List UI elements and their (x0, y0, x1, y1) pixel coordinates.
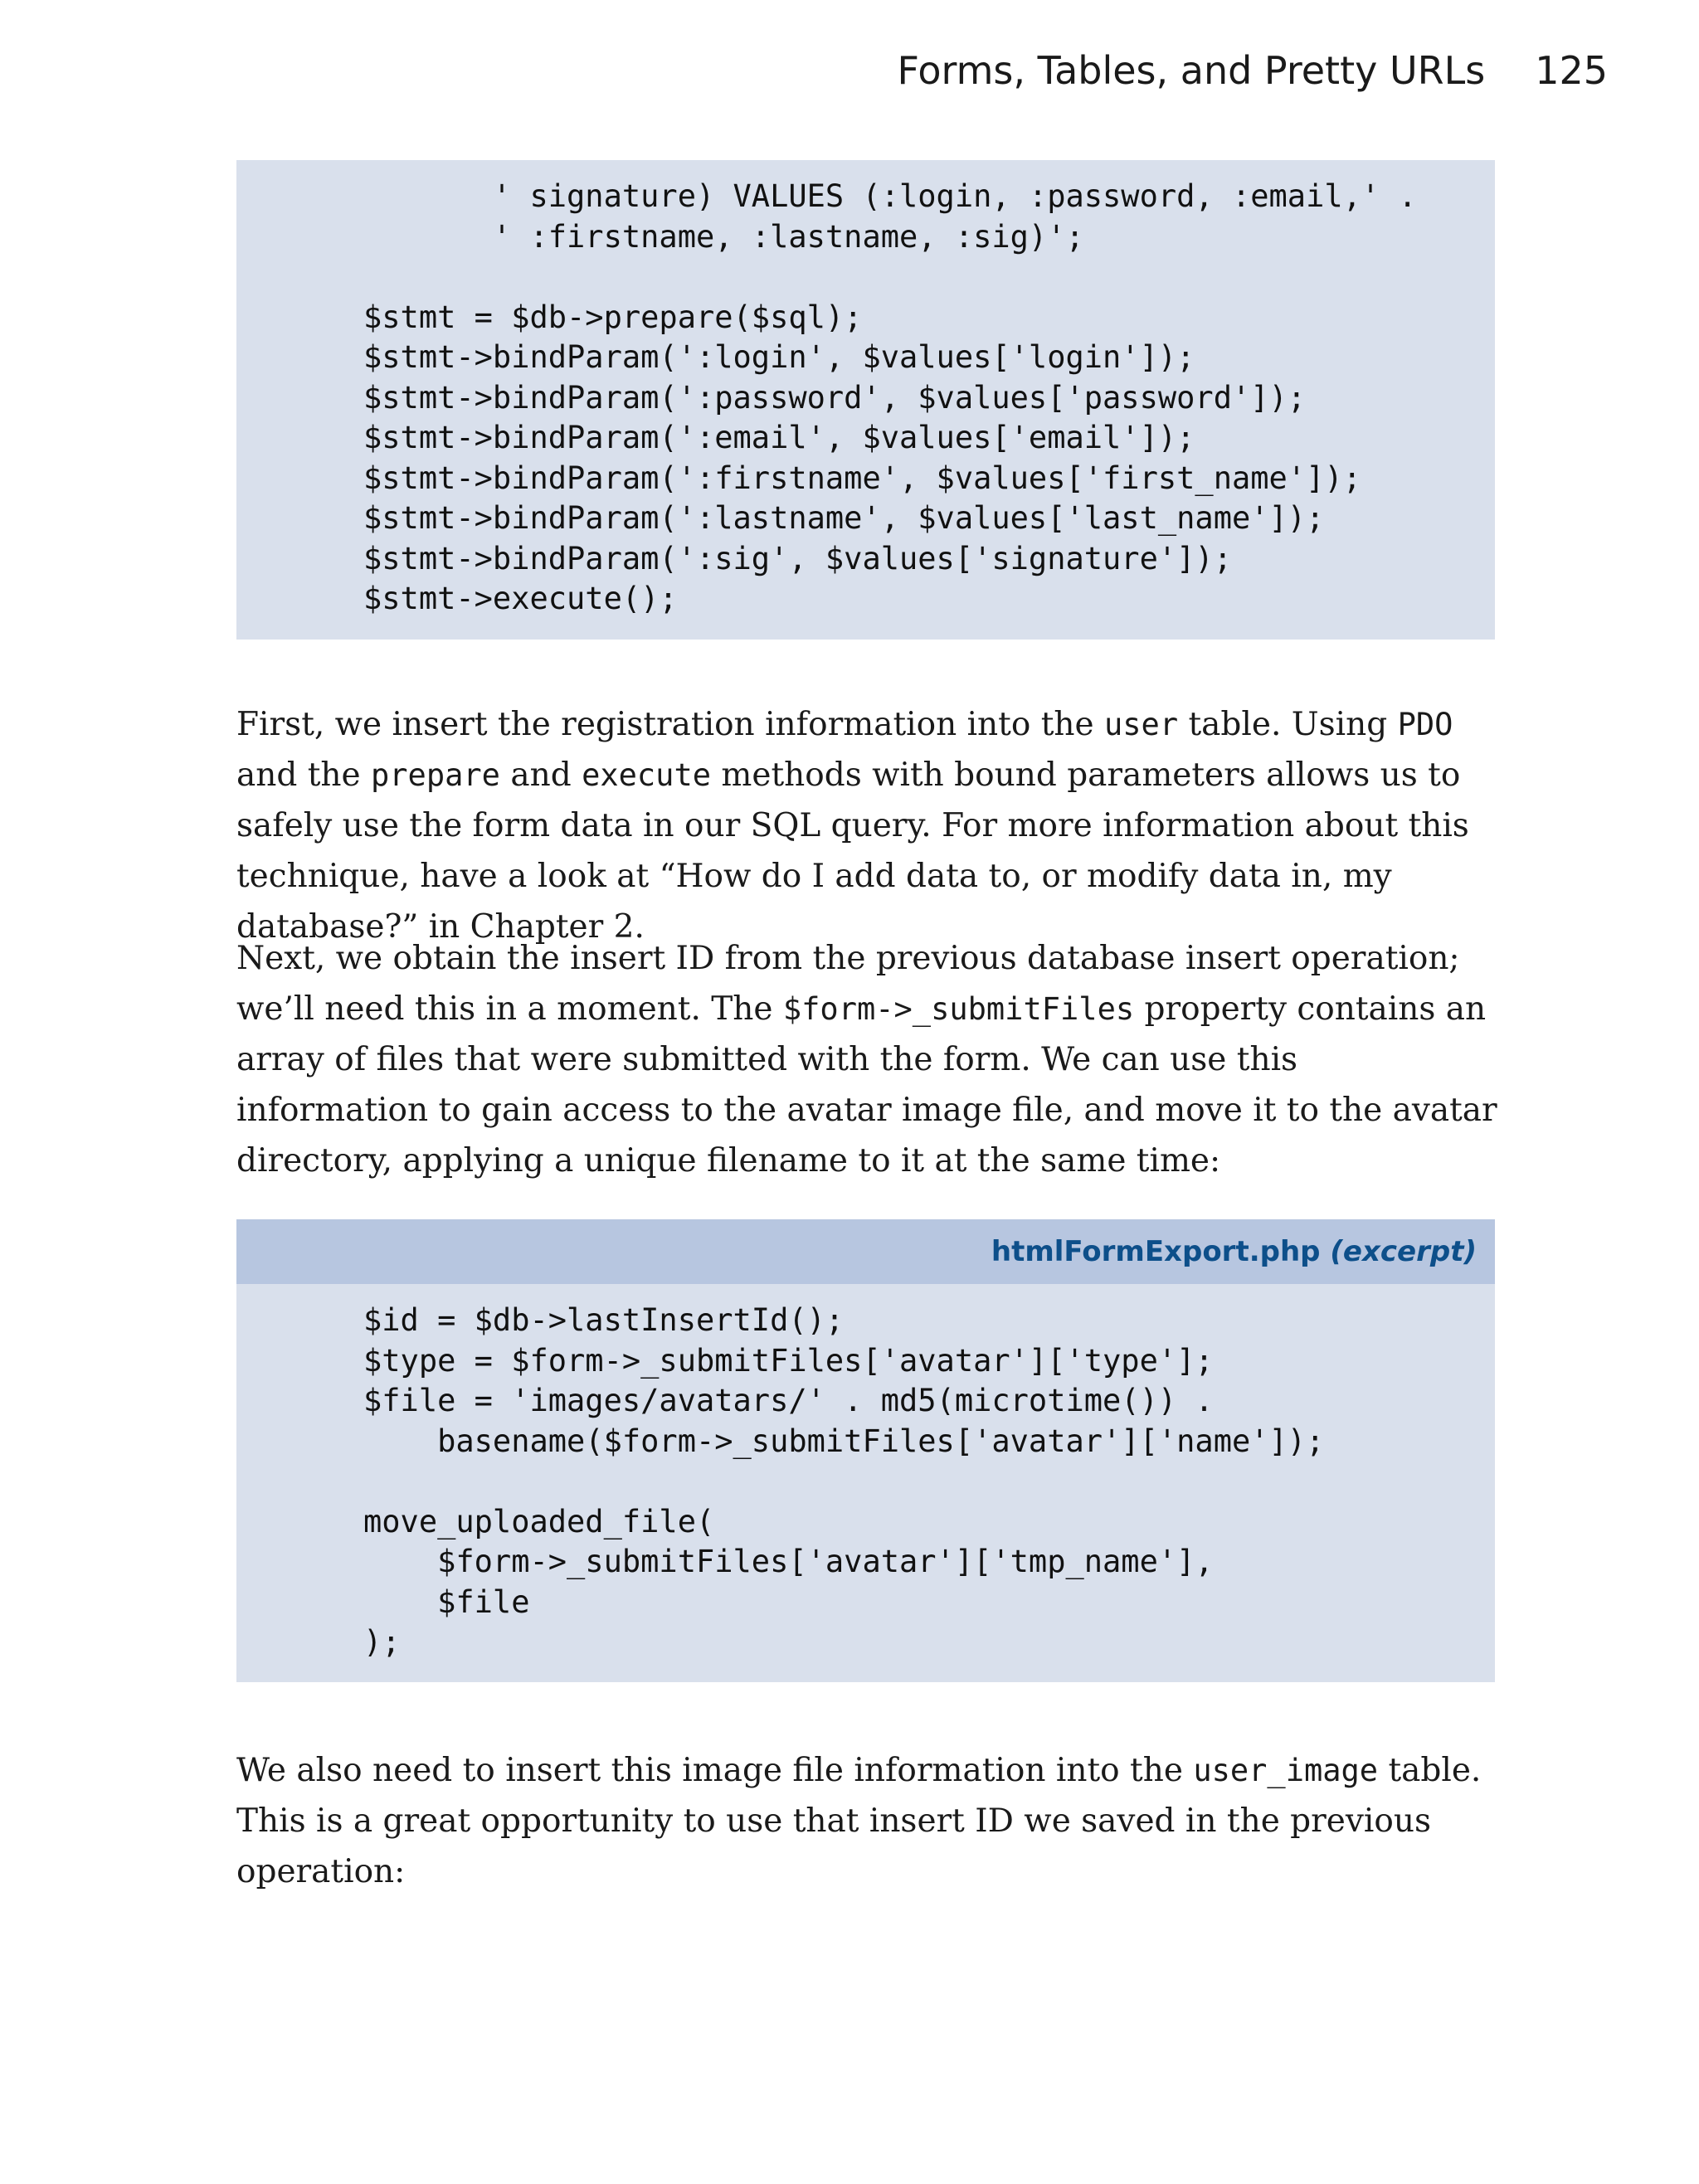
text-run: table. Using (1178, 706, 1398, 743)
code-filename: htmlFormExport.php (991, 1235, 1321, 1268)
paragraph-insert-id-explanation (236, 933, 1497, 1186)
inline-code: user (1104, 707, 1179, 742)
text-run: table. This is a great opportunity to use that insert ID we saved in the previous operation: (236, 1752, 1482, 1890)
running-head (898, 48, 1609, 93)
inline-code: prepare (371, 757, 500, 793)
inline-code: user_image (1193, 1753, 1379, 1788)
text-run: property contains an array of files that were submitted with the form. We can use this information to gain access to the avatar image file, and move it to the avatar directory, applying a unique filename to it at the same time: (236, 990, 1497, 1180)
code-listing: $id = $db->lastInsertId(); $type = $form->_submitFiles['avatar']['type']; $file = 'images/avatars/' . md5(microtime()) . basename($form->_submitFiles['avatar']['name']); move_uploaded_file( $form->_submitFiles['avatar']['tmp_name'], $file ); (363, 1302, 1325, 1660)
text-run: and the (236, 756, 371, 794)
chapter-title: Forms, Tables, and Pretty URLs (897, 48, 1486, 93)
inline-code: execute (582, 757, 712, 793)
inline-code: PDO (1397, 707, 1453, 742)
inline-code: $form->_submitFiles (782, 991, 1135, 1027)
page-number: 125 (1535, 48, 1608, 93)
text-run: First, we insert the registration information into the (236, 706, 1104, 743)
text-run: Next, we obtain the insert ID from the previous database insert operation; we’ll need this in a moment. The (236, 940, 1460, 1028)
code-note: (excerpt) (1330, 1235, 1477, 1268)
paragraph-user-image (236, 1745, 1497, 1897)
paragraph-insert-explanation (236, 699, 1497, 952)
code-listing: ' signature) VALUES (:login, :password, :email,' . ' :firstname, :lastname, :sig)'; $stmt = $db->prepare($sql); $stmt->bindParam(':login', $values['login']); $stmt->bindParam(':password', $values['password']); $stmt->bindParam(':email', $values['email']); $stmt->bindParam(':firstname', $values['first_name']); $stmt->bindParam(':lastname', $values['last_name']); $stmt->bindParam(':sig', $values['signature']); $stmt->execute(); (363, 178, 1417, 616)
text-run: and (499, 756, 582, 794)
text-run: We also need to insert this image file information into the (236, 1752, 1194, 1789)
text-run: methods with bound parameters allows us to safely use the form data in our SQL query. For more information about this technique, have a look at “How do I add data to, or modify data in, my database?” in Chapter 2. (236, 756, 1469, 946)
code-block-excerpt (236, 1219, 1495, 1682)
code-header (236, 1219, 1495, 1284)
code-block-insert (236, 160, 1495, 640)
